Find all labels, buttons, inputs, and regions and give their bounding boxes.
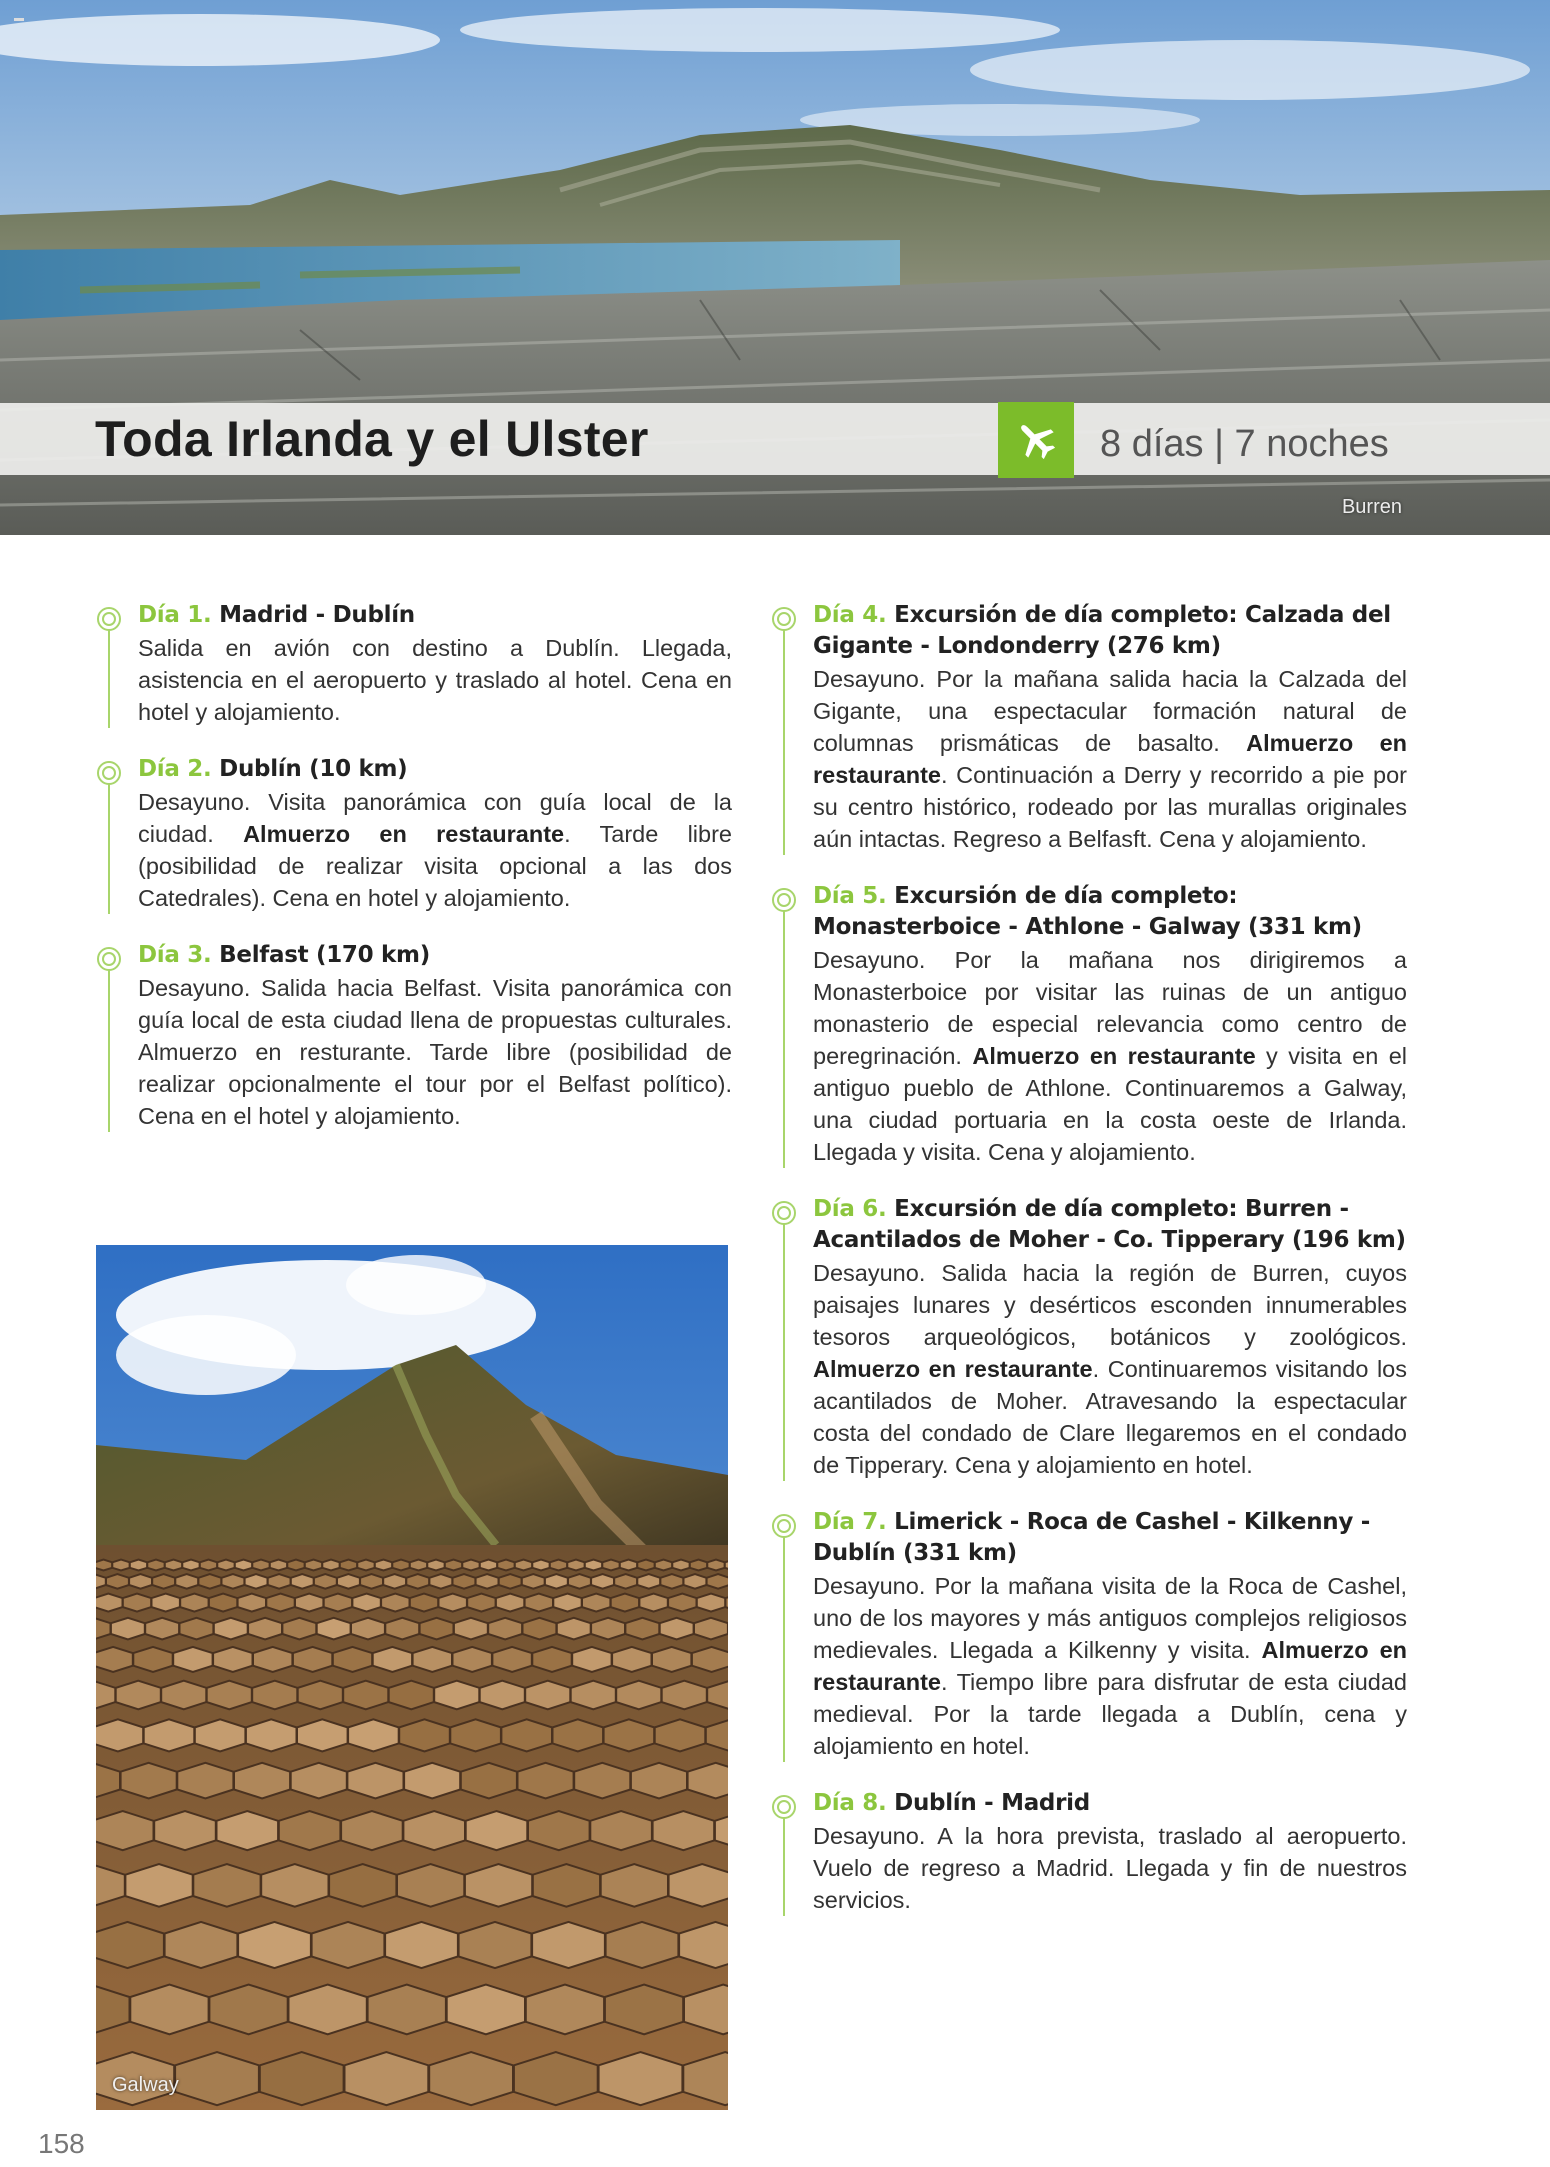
itinerary-column-right bbox=[767, 600, 1407, 1942]
description-text: Desayuno. Visita panorámica con guía local de la ciudad. bbox=[138, 789, 732, 847]
meal-highlight: Almuerzo en restaurante bbox=[972, 1043, 1256, 1069]
day-description bbox=[813, 1820, 1407, 1916]
day-number: Día 1. bbox=[138, 602, 212, 628]
timeline-rail bbox=[783, 911, 785, 1168]
timeline-rail bbox=[783, 1818, 785, 1916]
description-text: y visita en el antiguo pueblo de Athlone. Continuaremos a Galway, una ciudad portuaria en la costa oeste de Irlanda. Llegada y visita. Cena y alojamiento. bbox=[813, 1043, 1407, 1165]
photo-caption: Galway bbox=[112, 2074, 179, 2096]
day-bullet-icon bbox=[771, 1513, 797, 1539]
hero-photo-credit: Burren bbox=[1341, 496, 1402, 518]
itinerary-day-5 bbox=[767, 881, 1407, 1168]
description-text: Desayuno. Salida hacia Belfast. Visita panorámica con guía local de esta ciudad llena de propuestas culturales. Almuerzo en resturante. Tarde libre (posibilidad de realizar opcionalmente el tour por el Belfast político). Cena en el hotel y alojamiento. bbox=[138, 975, 732, 1129]
day-description bbox=[813, 663, 1407, 855]
day-title: Excursión de día completo: Monasterboice - Athlone - Galway (331 km) bbox=[813, 883, 1362, 940]
day-bullet-icon bbox=[96, 760, 122, 786]
day-description bbox=[138, 972, 732, 1132]
day-heading bbox=[813, 1194, 1407, 1256]
day-title: Excursión de día completo: Calzada del Gigante - Londonderry (276 km) bbox=[813, 602, 1391, 659]
day-number: Día 2. bbox=[138, 756, 212, 782]
day-number: Día 7. bbox=[813, 1509, 887, 1535]
itinerary-column-left bbox=[92, 600, 732, 1158]
day-heading bbox=[138, 600, 732, 631]
flight-badge bbox=[998, 402, 1074, 478]
day-number: Día 3. bbox=[138, 942, 212, 968]
timeline-rail bbox=[108, 630, 110, 728]
day-title: Dublín - Madrid bbox=[894, 1790, 1090, 1816]
day-description bbox=[813, 1257, 1407, 1481]
day-number: Día 5. bbox=[813, 883, 887, 909]
page-number: 158 bbox=[38, 2128, 85, 2159]
giants-causeway-image bbox=[96, 1245, 728, 2110]
corner-mark bbox=[14, 18, 24, 21]
day-description bbox=[138, 786, 732, 914]
description-text: Desayuno. Por la mañana nos dirigiremos a Monasterboice por visitar las ruinas de un antiguo monasterio de especial relevancia como centro de peregrinación. bbox=[813, 947, 1407, 1069]
day-number: Día 4. bbox=[813, 602, 887, 628]
trip-duration: 8 días | 7 noches bbox=[1100, 423, 1389, 465]
description-text: Desayuno. Por la mañana salida hacia la Calzada del Gigante, una espectacular formación natural de columnas prismáticas de basalto. bbox=[813, 666, 1407, 756]
day-heading bbox=[138, 940, 732, 971]
day-number: Día 8. bbox=[813, 1790, 887, 1816]
day-title: Dublín (10 km) bbox=[219, 756, 408, 782]
page-title: Toda Irlanda y el Ulster bbox=[95, 411, 649, 467]
day-number: Día 6. bbox=[813, 1196, 887, 1222]
day-bullet-icon bbox=[96, 606, 122, 632]
timeline-rail bbox=[783, 630, 785, 855]
day-description bbox=[813, 1570, 1407, 1762]
day-bullet-icon bbox=[96, 946, 122, 972]
description-text: Desayuno. Salida hacia la región de Burren, cuyos paisajes lunares y desérticos esconden innumerables tesoros arqueológicos, botánicos y zoológicos. bbox=[813, 1260, 1407, 1350]
description-text: . Tarde libre (posibilidad de realizar visita opcional a las dos Catedrales). Cena en hotel y alojamiento. bbox=[138, 821, 732, 911]
giants-causeway-photo bbox=[96, 1245, 728, 2110]
itinerary-day-3 bbox=[92, 940, 732, 1132]
itinerary-day-7 bbox=[767, 1507, 1407, 1762]
day-heading bbox=[813, 881, 1407, 943]
description-text: Salida en avión con destino a Dublín. Llegada, asistencia en el aeropuerto y traslado al hotel. Cena en hotel y alojamiento. bbox=[138, 635, 732, 725]
day-title: Excursión de día completo: Burren - Acantilados de Moher - Co. Tipperary (196 km) bbox=[813, 1196, 1406, 1253]
day-title: Limerick - Roca de Cashel - Kilkenny - Dublín (331 km) bbox=[813, 1509, 1371, 1566]
itinerary-day-6 bbox=[767, 1194, 1407, 1481]
description-text: . Tiempo libre para disfrutar de esta ciudad medieval. Por la tarde llegada a Dublín, cena y alojamiento en hotel. bbox=[813, 1669, 1407, 1759]
meal-highlight: Almuerzo en restaurante bbox=[243, 821, 565, 847]
day-bullet-icon bbox=[771, 887, 797, 913]
description-text: Desayuno. A la hora prevista, traslado al aeropuerto. Vuelo de regreso a Madrid. Llegada y fin de nuestros servicios. bbox=[813, 1823, 1407, 1913]
day-title: Madrid - Dublín bbox=[219, 602, 415, 628]
timeline-rail bbox=[783, 1537, 785, 1762]
timeline-rail bbox=[783, 1224, 785, 1481]
timeline-rail bbox=[108, 970, 110, 1132]
itinerary-day-1 bbox=[92, 600, 732, 728]
description-text: . Continuación a Derry y recorrido a pie por su centro histórico, rodeado por las murallas originales aún intactas. Regreso a Belfasft. Cena y alojamiento. bbox=[813, 762, 1407, 852]
itinerary-day-8 bbox=[767, 1788, 1407, 1916]
timeline-rail bbox=[108, 784, 110, 914]
itinerary-day-4 bbox=[767, 600, 1407, 855]
day-title: Belfast (170 km) bbox=[219, 942, 430, 968]
day-description bbox=[813, 944, 1407, 1168]
description-text: . Continuaremos visitando los acantilados de Moher. Atravesando la espectacular costa del condado de Clare llegaremos en el condado de Tipperary. Cena y alojamiento en hotel. bbox=[813, 1356, 1407, 1478]
meal-highlight: Almuerzo en restaurante bbox=[813, 730, 1407, 788]
day-heading bbox=[813, 600, 1407, 662]
itinerary-day-2 bbox=[92, 754, 732, 914]
day-heading bbox=[813, 1788, 1407, 1819]
day-bullet-icon bbox=[771, 606, 797, 632]
meal-highlight: Almuerzo en restaurante bbox=[813, 1356, 1093, 1382]
day-heading bbox=[813, 1507, 1407, 1569]
plane-icon bbox=[1013, 417, 1059, 463]
day-heading bbox=[138, 754, 732, 785]
day-bullet-icon bbox=[771, 1200, 797, 1226]
description-text: Desayuno. Por la mañana visita de la Roca de Cashel, uno de los mayores y más antiguos complejos religiosos medievales. Llegada a Kilkenny y visita. bbox=[813, 1573, 1407, 1663]
meal-highlight: Almuerzo en restaurante bbox=[813, 1637, 1408, 1695]
day-description bbox=[138, 632, 732, 728]
day-bullet-icon bbox=[771, 1794, 797, 1820]
